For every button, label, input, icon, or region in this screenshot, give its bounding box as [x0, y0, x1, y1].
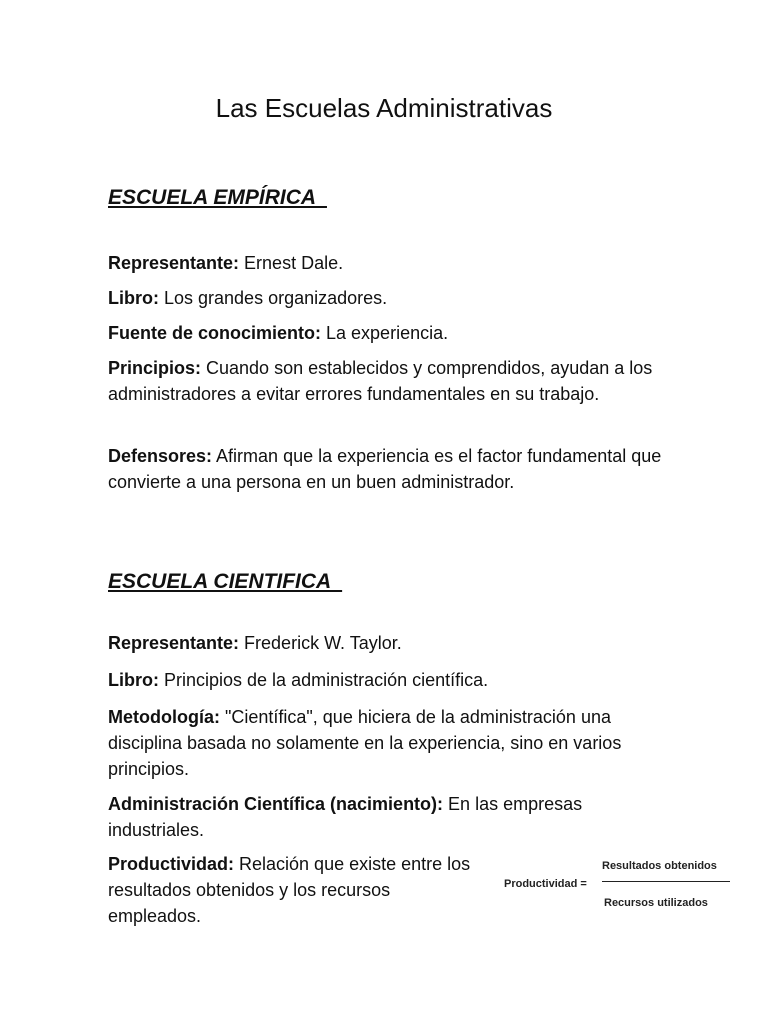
empirica-principios [108, 355, 668, 407]
fraction-bar [602, 881, 730, 882]
empirica-fuente [108, 320, 668, 346]
field-label: Principios: [108, 358, 202, 378]
cientifica-nacimiento [108, 791, 668, 843]
section-heading-cientifica: ESCUELA CIENTIFICA [108, 570, 343, 593]
field-label: Representante: [108, 253, 240, 273]
field-value: "Científica", que hiciera de la administración una disciplina basada no solamente en la experiencia, sino en varios principios. [108, 707, 622, 779]
empirica-libro [108, 285, 668, 311]
field-label: Representante: [108, 633, 240, 653]
field-value: Principios de la administración científica. [159, 670, 489, 690]
field-value: Cuando son establecidos y comprendidos, ayudan a los administradores a evitar errores fundamentales en su trabajo. [108, 358, 653, 404]
field-value: Los grandes organizadores. [159, 288, 388, 308]
field-value: En las empresas industriales. [108, 794, 583, 840]
field-label: Libro: [108, 670, 159, 690]
empirica-defensores [108, 443, 668, 495]
field-value: Frederick W. Taylor. [239, 633, 402, 653]
formula-numerator: Resultados obtenidos [602, 860, 717, 872]
field-label: Fuente de conocimiento: [108, 323, 322, 343]
empirica-representante [108, 250, 668, 276]
field-label: Metodología: [108, 707, 220, 727]
field-label: Defensores: [108, 446, 213, 466]
field-value: Ernest Dale. [239, 253, 344, 273]
cientifica-representante [108, 630, 668, 656]
page-title: Las Escuelas Administrativas [215, 93, 553, 123]
formula-denominator: Recursos utilizados [604, 897, 708, 909]
field-label: Libro: [108, 288, 159, 308]
formula-label: Productividad = [504, 878, 587, 890]
cientifica-metodologia [108, 704, 668, 782]
field-label: Administración Científica (nacimiento): [108, 794, 444, 814]
section-heading-empirica: ESCUELA EMPÍRICA [108, 186, 327, 209]
productivity-formula [500, 856, 735, 916]
cientifica-libro [108, 667, 668, 693]
field-value: Relación que existe entre los resultados obtenidos y los recursos empleados. [108, 854, 471, 926]
field-label: Productividad: [108, 854, 235, 874]
field-value: La experiencia. [321, 323, 449, 343]
field-value: Afirman que la experiencia es el factor fundamental que convierte a una persona en un buen administrador. [108, 446, 662, 492]
cientifica-productividad [108, 851, 488, 929]
